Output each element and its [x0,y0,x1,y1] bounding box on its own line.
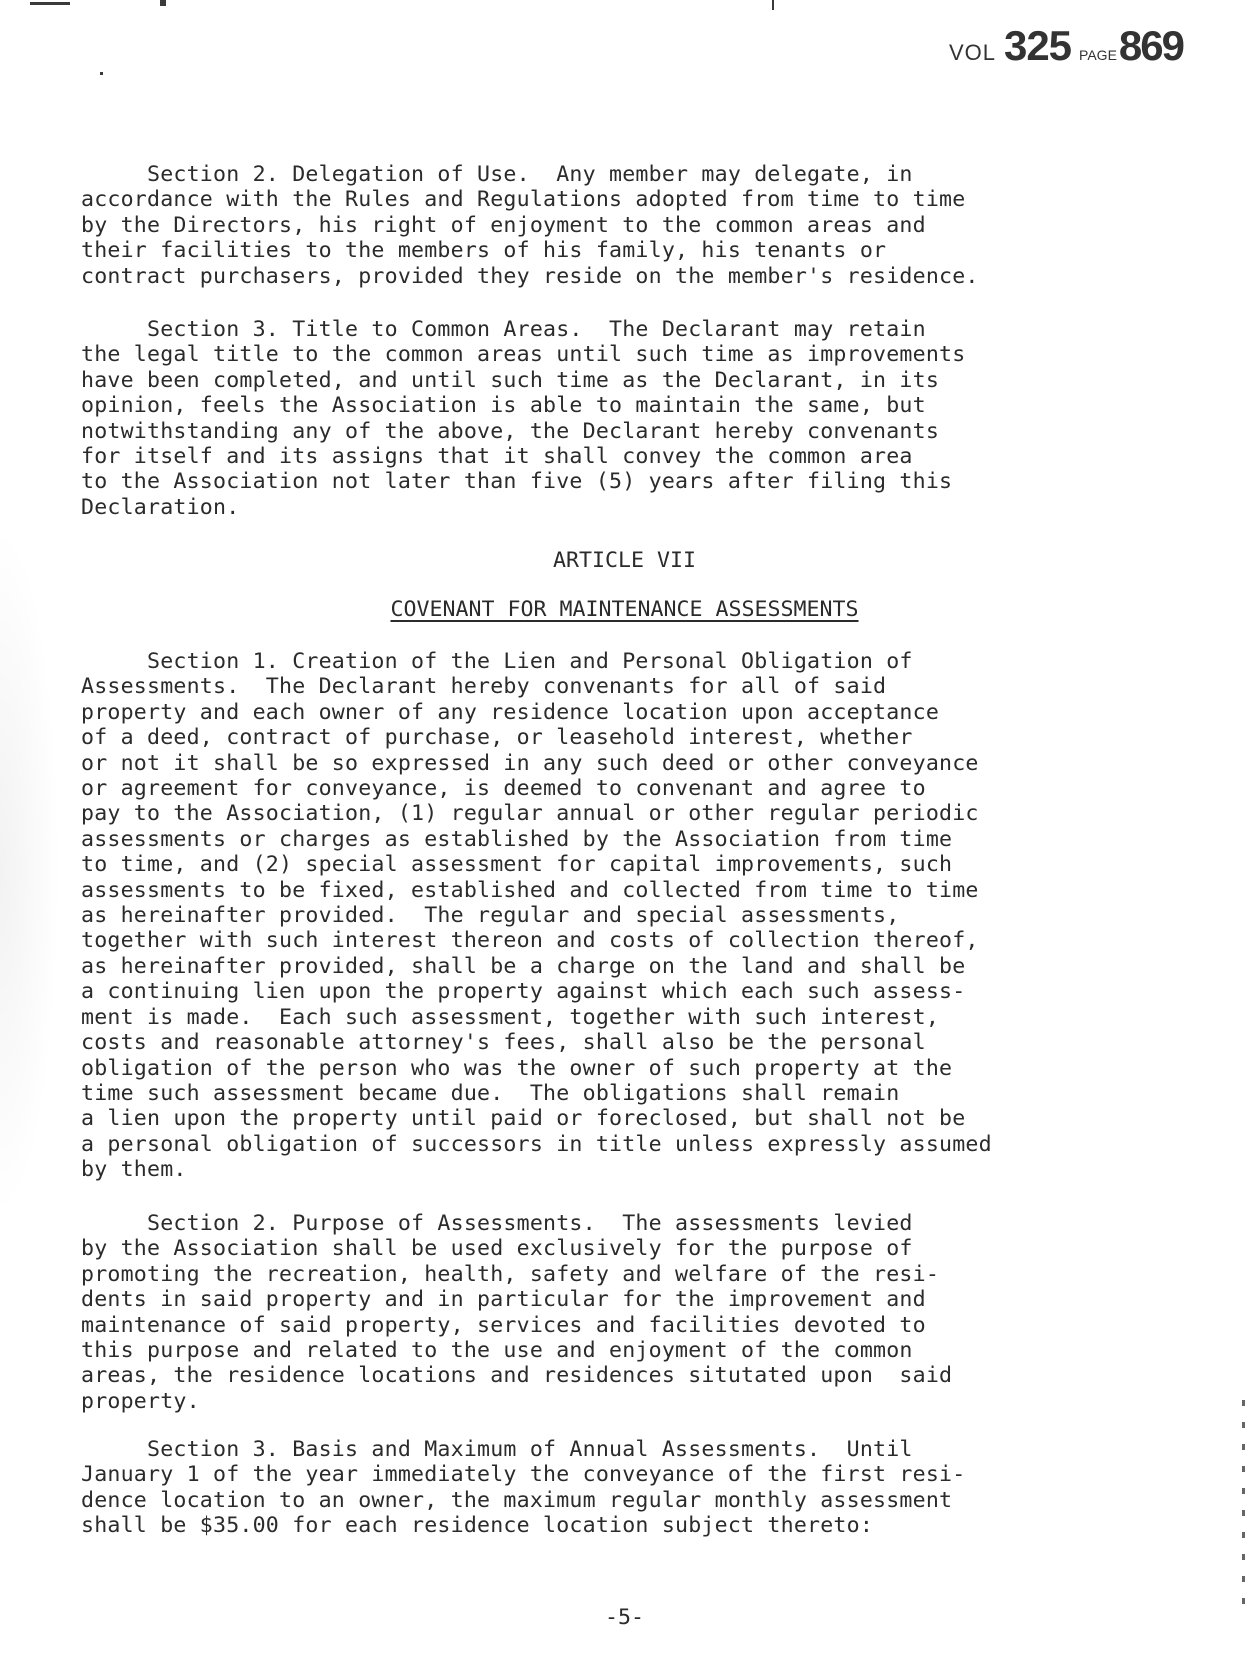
article-section-3-basis-maximum: Section 3. Basis and Maximum of Annual Assessments. Until January 1 of the year immediately the conveyance of the first resi- dence location to an owner, the maximum regular monthly assessment shall be $35.00 for each residence location subject thereto: [81,1437,966,1539]
page-label: PAGE [1079,47,1117,63]
article-heading: ARTICLE VII [552,548,696,573]
volume-number: 325 [1003,22,1072,69]
scan-right-margin-marks [1242,1400,1245,1620]
volume-label: VOL [948,40,996,65]
scan-speck [100,72,103,75]
page-number-stamp: 869 [1118,22,1183,69]
page-footer-number: -5- [604,1605,644,1630]
scan-speck [30,2,70,5]
book-page-stamp [949,22,1183,70]
section-3-title-to-common-areas: Section 3. Title to Common Areas. The Declarant may retain the legal title to the common areas until such time as improvements have been completed, and until such time as the Declarant, in its opinion, feels the Association is able to maintain the same, but notwithstanding any of the above, the Declarant hereby convenants for itself and its assigns that it shall convey the common area to the Association not later than five (5) years after filing this Declaration. [81,317,966,520]
article-title-text: COVENANT FOR MAINTENANCE ASSESSMENTS [390,597,859,622]
article-section-1-creation-of-lien: Section 1. Creation of the Lien and Personal Obligation of Assessments. The Declarant hereby convenants for all of said property and each owner of any residence location upon acceptance of a deed, contract of purchase, or leasehold interest, whether or not it shall be so expressed in any such deed or other conveyance or agreement for conveyance, is deemed to convenant and agree to pay to the Association, (1) regular annual or other regular periodic assessments or charges as established by the Association from time to time, and (2) special assessment for capital improvements, such assessments to be fixed, established and collected from time to time as hereinafter provided. The regular and special assessments, together with such interest thereon and costs of collection thereof, as hereinafter provided, shall be a charge on the land and shall be a continuing lien upon the property against which each such assess- ment is made. Each such assessment, together with such interest, costs and reasonable attorney's fees, shall also be the personal obligation of the person who was the owner of such property at the time such assessment became due. The obligations shall remain a lien upon the property until paid or foreclosed, but shall not be a personal obligation of successors in title unless expressly assumed by them. [81,649,992,1183]
article-section-2-purpose: Section 2. Purpose of Assessments. The assessments levied by the Association shall be used exclusively for the purpose of promoting the recreation, health, safety and welfare of the resi- dents in said property and in particular for the improvement and maintenance of said property, services and facilities devoted to this purpose and related to the use and enjoyment of the common areas, the residence locations and residences situtated upon said property. [81,1211,953,1414]
article-title [0,597,1249,622]
section-2-delegation-of-use: Section 2. Delegation of Use. Any member may delegate, in accordance with the Rules and Regulations adopted from time to time by the Directors, his right of enjoyment to the common areas and their facilities to the members of his family, his tenants or contract purchasers, provided they reside on the member's residence. [81,162,979,289]
scan-speck [160,0,166,6]
scan-edge-shadow [0,520,60,1220]
scan-speck [772,0,774,10]
